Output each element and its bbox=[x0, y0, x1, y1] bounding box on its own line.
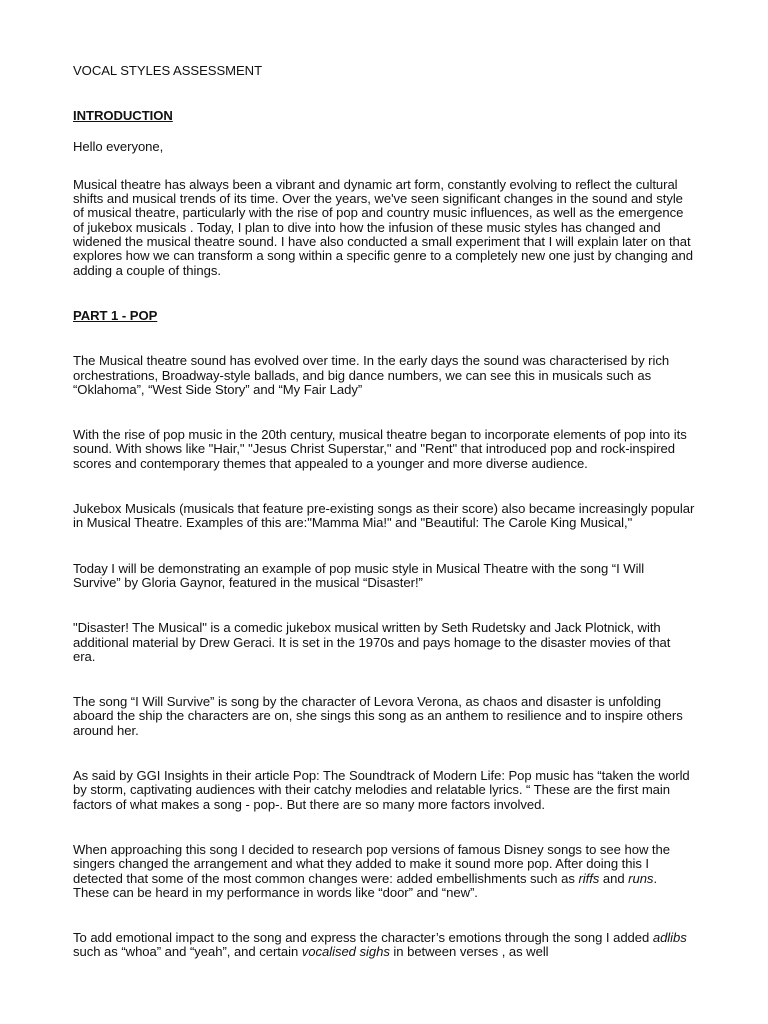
adlibs-text-after: in between verses , as well bbox=[389, 944, 549, 960]
vocalised-sighs-term: vocalised sighs bbox=[301, 944, 390, 960]
riffs-term: riffs bbox=[578, 870, 600, 886]
paragraph-adlibs bbox=[73, 931, 695, 960]
riffs-text-after: . These can be heard in my performance in words like “door” and “new”. bbox=[73, 870, 658, 900]
paragraph-pop-rise: With the rise of pop music in the 20th century, musical theatre began to incorporate elements of pop into its sound. With shows like "Hair," "Jesus Christ Superstar," and "Rent" that introduced pop and rock-inspired scores and contemporary themes that appealed to a younger and more diverse audience. bbox=[73, 427, 687, 471]
paragraph-jukebox: Jukebox Musicals (musicals that feature pre-existing songs as their score) also became increasingly popular in Musical Theatre. Examples of this are:"Mamma Mia!" and "Beautiful: The Carole King Musical," bbox=[73, 501, 695, 531]
riffs-text-and: and bbox=[599, 870, 629, 886]
adlibs-text-before: To add emotional impact to the song and express the character’s emotions through the song I added bbox=[73, 930, 653, 946]
paragraph-disaster-musical: "Disaster! The Musical" is a comedic jukebox musical written by Seth Rudetsky and Jack Plotnick, with additional material by Drew Geraci. It is set in the 1970s and pays homage to the disaster movies of that era. bbox=[73, 620, 671, 664]
adlibs-term: adlibs bbox=[652, 930, 687, 946]
intro-paragraph: Musical theatre has always been a vibrant and dynamic art form, constantly evolving to reflect the cultural shifts and musical trends of its time. Over the years, we've seen significant changes in the sound and style of musical theatre, particularly with the rise of pop and country music influences, as well as the emergence of jukebox musicals . Today, I plan to dive into how the infusion of these music styles has changed and widened the musical theatre sound. I have also conducted a small experiment that I will explain later on that explores how we can transform a song within a specific genre to a completely new one just by changing and adding a couple of things. bbox=[73, 176, 693, 278]
greeting-text: Hello everyone, bbox=[73, 138, 164, 154]
runs-term: runs bbox=[628, 870, 654, 886]
adlibs-text-middle: such as “whoa” and “yeah”, and certain bbox=[73, 944, 302, 960]
document-title: VOCAL STYLES ASSESSMENT bbox=[73, 63, 263, 78]
part1-heading: PART 1 - POP bbox=[73, 307, 158, 323]
introduction-heading: INTRODUCTION bbox=[73, 108, 173, 124]
paragraph-riffs-runs bbox=[73, 843, 695, 900]
paragraph-ggi-insights: As said by GGI Insights in their article Pop: The Soundtrack of Modern Life: Pop music has “taken the world by storm, captivating audiences with their catchy melodies and relatable lyrics. “ These are the first main factors of what makes a song - pop-. But there are so many more factors involved. bbox=[73, 768, 690, 812]
paragraph-demonstration: Today I will be demonstrating an example of pop music style in Musical Theatre with the song “I Will Survive” by Gloria Gaynor, featured in the musical “Disaster!” bbox=[73, 560, 645, 590]
paragraph-evolution: The Musical theatre sound has evolved over time. In the early days the sound was characterised by rich orchestrations, Broadway-style ballads, and big dance numbers, we can see this in musicals such as “Oklahoma”, “West Side Story” and “My Fair Lady” bbox=[73, 353, 670, 397]
riffs-text-before: When approaching this song I decided to research pop versions of famous Disney songs to see how the singers changed the arrangement and what they added to make it sound more pop. After doing this I detected that some of the most common changes were: added embellishments such as bbox=[73, 841, 670, 886]
paragraph-i-will-survive: The song “I Will Survive” is song by the character of Levora Verona, as chaos and disaster is unfolding aboard the ship the characters are on, she sings this song as an anthem to resilience and to inspire others around her. bbox=[73, 694, 683, 738]
document-page bbox=[73, 64, 695, 960]
